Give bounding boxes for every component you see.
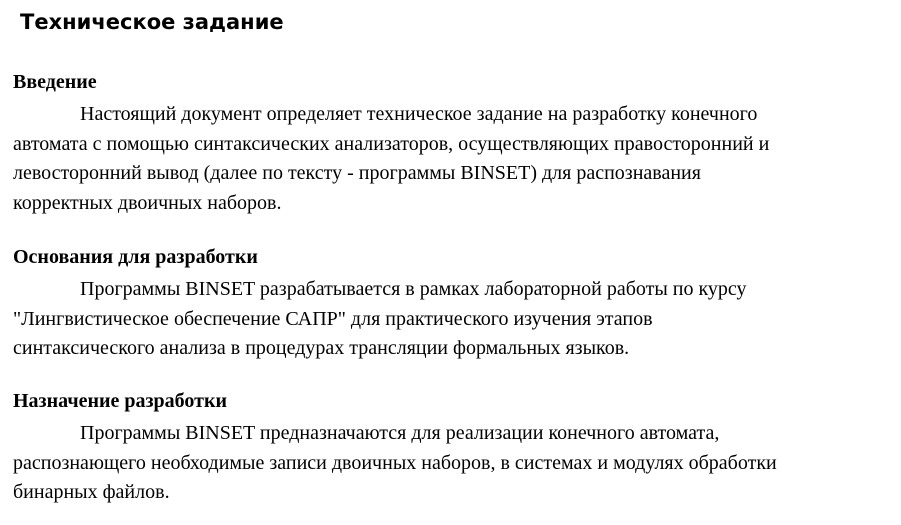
paragraph-line: синтаксического анализа в процедурах трансляции формальных языков. [13, 337, 630, 359]
paragraph-line: "Лингвистическое обеспечение САПР" для практического изучения этапов [13, 307, 653, 330]
paragraph-line: левосторонний вывод (далее по тексту - программы BINSET) для распознавания [13, 162, 701, 184]
paragraph-line: автомата с помощью синтаксических анализаторов, осуществляющих правосторонний и [13, 132, 770, 155]
section-heading-development-purpose: Назначение разработки [13, 390, 228, 412]
paragraph-line: Программы BINSET предназначаются для реализации конечного автомата, [80, 422, 720, 444]
section-paragraph-introduction [13, 100, 893, 218]
paragraph-line: корректных двоичных наборов. [13, 191, 282, 214]
section-development-purpose [13, 389, 893, 508]
section-introduction [13, 70, 893, 218]
section-heading-development-basis: Основания для разработки [13, 246, 258, 268]
paragraph-line: Настоящий документ определяет техническое задание на разработку конечного [80, 103, 758, 125]
section-heading-introduction: Введение [13, 71, 97, 93]
document-title: Техническое задание [20, 10, 284, 34]
section-paragraph-development-purpose [13, 419, 893, 508]
paragraph-line: Программы BINSET разрабатывается в рамках лабораторной работы по курсу [80, 278, 747, 300]
paragraph-line: распознающего необходимые записи двоичных наборов, в системах и модулях обработки [13, 451, 777, 474]
section-development-basis [13, 245, 893, 364]
paragraph-line: бинарных файлов. [13, 481, 170, 503]
section-paragraph-development-basis [13, 275, 893, 364]
